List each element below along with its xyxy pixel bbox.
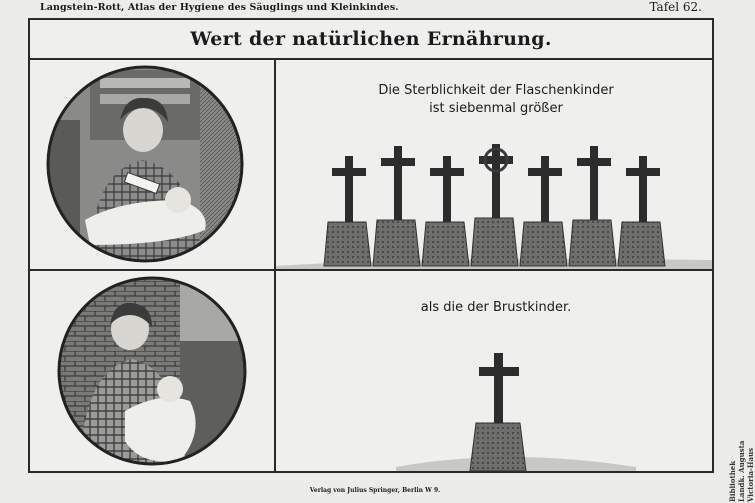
stamp-line2: Landk. Augusta Victoria-Haus: [737, 440, 755, 502]
grave: [422, 156, 469, 266]
top-caption-line2: ist siebenmal größer: [429, 101, 563, 116]
publisher-imprint: Verlag von Julius Springer, Berlin W 9.: [309, 487, 441, 494]
grave: [520, 156, 567, 266]
seven-graves-panel: [276, 60, 712, 269]
grave: [470, 353, 526, 471]
single-grave-panel: [276, 271, 712, 471]
plate-title: Wert der natürlichen Ernährung.: [30, 20, 712, 60]
plate-number: Tafel 62.: [649, 0, 702, 14]
grave-row: [324, 144, 665, 266]
stamp-line1: Bibliothek: [728, 460, 737, 502]
running-header: Langstein-Rott, Atlas der Hygiene des Säuglings und Kleinkindes.: [40, 2, 399, 13]
breastfeeding-illustration: [30, 271, 274, 471]
grave: [471, 144, 518, 266]
grave: [324, 156, 371, 266]
library-stamp: [728, 420, 755, 502]
plate-frame: [28, 18, 714, 473]
grave: [569, 146, 616, 266]
bottom-caption: als die der Brustkinder.: [420, 300, 572, 315]
top-caption-line1: Die Sterblichkeit der Flaschenkinder: [378, 83, 614, 98]
bottle-feeding-illustration: [30, 60, 274, 269]
grave: [618, 156, 665, 266]
grave: [373, 146, 420, 266]
